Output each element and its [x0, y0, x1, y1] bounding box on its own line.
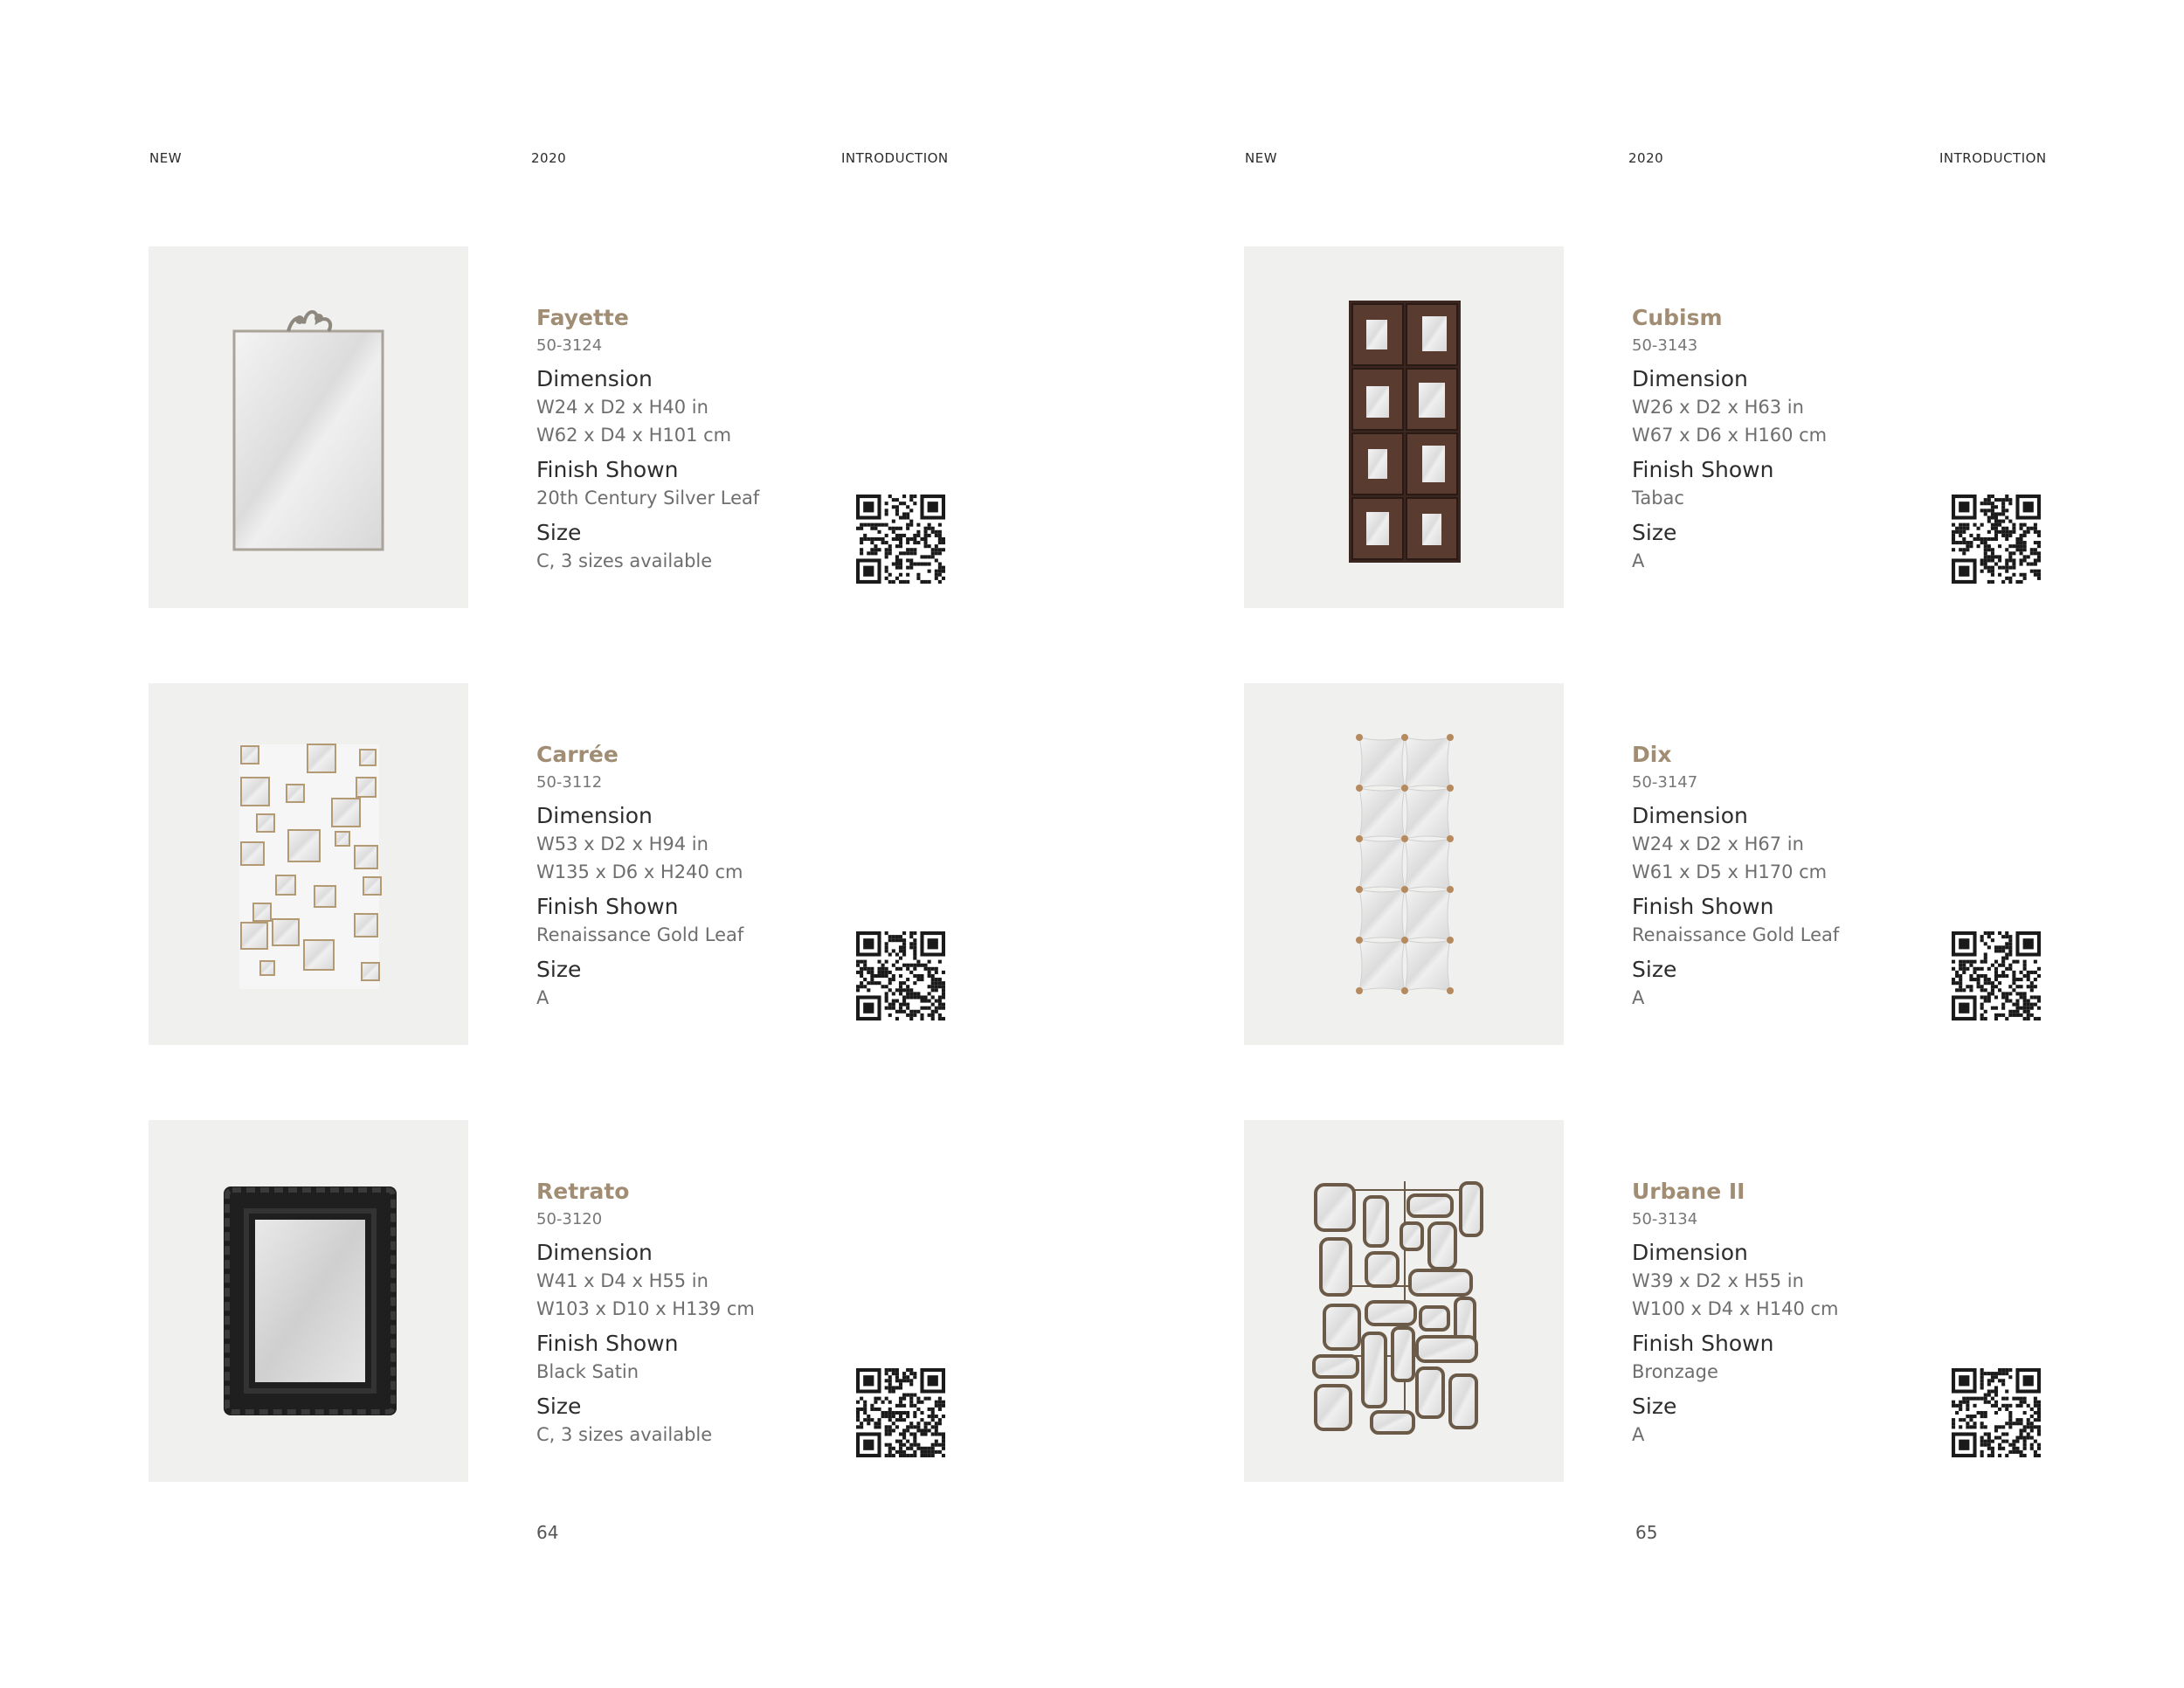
header-introduction: INTRODUCTION: [841, 150, 949, 166]
product-code: 50-3112: [536, 773, 603, 792]
cubism-mirror-image: [1244, 246, 1564, 608]
finish-value: 20th Century Silver Leaf: [536, 488, 760, 508]
dimension-in: W24 x D2 x H40 in: [536, 397, 708, 418]
size-value: A: [536, 987, 549, 1008]
finish-label: Finish Shown: [536, 1331, 679, 1356]
catalog-page-right: [1095, 0, 2184, 1688]
product-card: [1095, 683, 2184, 1045]
size-label: Size: [1632, 957, 1677, 982]
product-name: Cubism: [1632, 305, 1723, 330]
size-value: A: [1632, 550, 1645, 571]
dimension-cm: W135 x D6 x H240 cm: [536, 861, 743, 882]
qr-code-icon[interactable]: [856, 1368, 945, 1457]
product-card: [0, 246, 1092, 608]
product-name: Carrée: [536, 742, 619, 767]
product-info: [1632, 1178, 1964, 1449]
size-value: A: [1632, 1424, 1645, 1445]
urbane-mirror-image: [1244, 1120, 1564, 1482]
carree-mirror-image: [149, 683, 468, 1045]
product-card: [1095, 1120, 2184, 1482]
dimension-label: Dimension: [1632, 366, 1748, 391]
product-code: 50-3134: [1632, 1210, 1698, 1228]
finish-label: Finish Shown: [1632, 457, 1774, 482]
dimension-in: W53 x D2 x H94 in: [536, 834, 708, 854]
product-card: [0, 1120, 1092, 1482]
dimension-cm: W61 x D5 x H170 cm: [1632, 861, 1828, 882]
product-code: 50-3124: [536, 336, 603, 355]
dimension-label: Dimension: [1632, 803, 1748, 828]
qr-code-icon[interactable]: [1952, 1368, 2041, 1457]
finish-value: Tabac: [1632, 488, 1684, 508]
dimension-in: W26 x D2 x H63 in: [1632, 397, 1804, 418]
qr-code-icon[interactable]: [1952, 495, 2041, 584]
product-info: [1632, 304, 1964, 575]
product-photo: [149, 246, 468, 608]
size-label: Size: [1632, 1394, 1677, 1419]
header-year: 2020: [531, 150, 567, 166]
product-name: Dix: [1632, 742, 1672, 767]
size-value: A: [1632, 987, 1645, 1008]
finish-value: Black Satin: [536, 1361, 639, 1382]
product-photo: [1244, 683, 1564, 1045]
qr-code-icon[interactable]: [1952, 931, 2041, 1020]
finish-label: Finish Shown: [536, 894, 679, 919]
product-info: [536, 1178, 868, 1449]
dimension-label: Dimension: [536, 1240, 653, 1265]
dimension-in: W41 x D4 x H55 in: [536, 1270, 708, 1291]
product-code: 50-3120: [536, 1210, 603, 1228]
dimension-label: Dimension: [536, 803, 653, 828]
size-label: Size: [1632, 520, 1677, 545]
dimension-in: W39 x D2 x H55 in: [1632, 1270, 1804, 1291]
size-label: Size: [536, 520, 582, 545]
header-year: 2020: [1628, 150, 1664, 166]
finish-value: Bronzage: [1632, 1361, 1718, 1382]
finish-label: Finish Shown: [1632, 1331, 1774, 1356]
dimension-in: W24 x D2 x H67 in: [1632, 834, 1804, 854]
size-label: Size: [536, 957, 582, 982]
finish-value: Renaissance Gold Leaf: [536, 924, 744, 945]
finish-label: Finish Shown: [536, 457, 679, 482]
size-value: C, 3 sizes available: [536, 550, 713, 571]
product-name: Fayette: [536, 305, 629, 330]
header-new: NEW: [1245, 150, 1278, 166]
finish-value: Renaissance Gold Leaf: [1632, 924, 1840, 945]
product-code: 50-3143: [1632, 336, 1698, 355]
product-info: [1632, 741, 1964, 1012]
dimension-label: Dimension: [536, 366, 653, 391]
fayette-mirror-image: [149, 246, 468, 608]
dimension-label: Dimension: [1632, 1240, 1748, 1265]
header-new: NEW: [149, 150, 183, 166]
product-code: 50-3147: [1632, 773, 1698, 792]
finish-label: Finish Shown: [1632, 894, 1774, 919]
product-photo: [149, 1120, 468, 1482]
product-info: [536, 304, 868, 575]
dix-mirror-image: [1244, 683, 1564, 1045]
product-photo: [149, 683, 468, 1045]
product-name: Urbane II: [1632, 1179, 1745, 1204]
product-photo: [1244, 1120, 1564, 1482]
product-card: [1095, 246, 2184, 608]
product-name: Retrato: [536, 1179, 630, 1204]
product-card: [0, 683, 1092, 1045]
dimension-cm: W62 x D4 x H101 cm: [536, 425, 732, 446]
qr-code-icon[interactable]: [856, 931, 945, 1020]
qr-code-icon[interactable]: [856, 495, 945, 584]
retrato-mirror-image: [149, 1120, 468, 1482]
size-value: C, 3 sizes available: [536, 1424, 713, 1445]
header-introduction: INTRODUCTION: [1939, 150, 2047, 166]
size-label: Size: [536, 1394, 582, 1419]
product-photo: [1244, 246, 1564, 608]
page-number: 65: [1635, 1522, 1658, 1543]
dimension-cm: W103 x D10 x H139 cm: [536, 1298, 755, 1319]
dimension-cm: W67 x D6 x H160 cm: [1632, 425, 1828, 446]
product-info: [536, 741, 868, 1012]
dimension-cm: W100 x D4 x H140 cm: [1632, 1298, 1839, 1319]
page-number: 64: [536, 1522, 559, 1543]
